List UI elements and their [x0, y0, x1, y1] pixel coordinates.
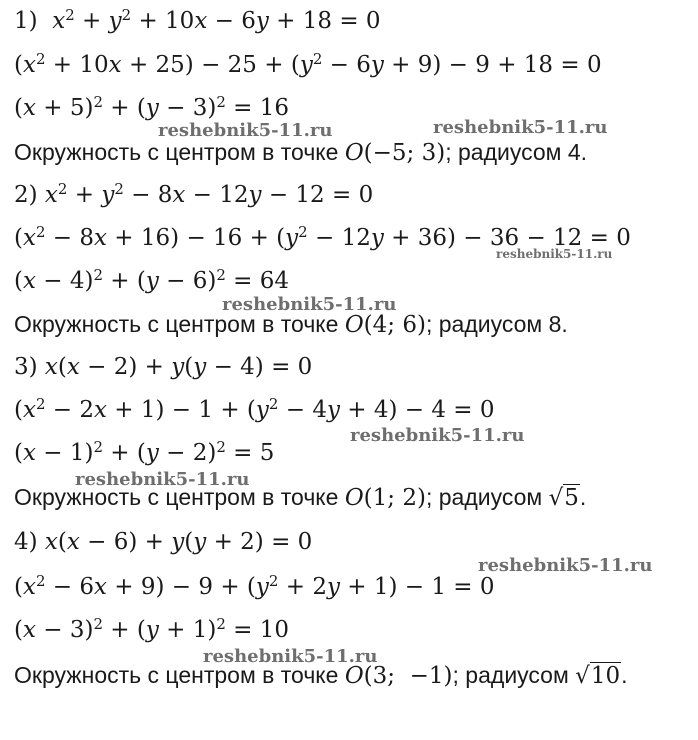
watermark: reshebnik5-11.ru [75, 469, 250, 490]
problem-3-step-canonical: $(x - 1)^2 + (y - 2)^2 = 5$ [14, 437, 275, 466]
problem-4-equation: 4) x(x − 6) + y(y + 2) = 0 [14, 529, 313, 555]
problem-2-equation: 2) $x^2 + y^2 - 8x - 12y - 12 = 0$ [14, 179, 374, 208]
problem-1-step-grouping: $(x^2 + 10x + 25) - 25 + (y^2 - 6y + 9) - 9 + 18 = 0$ [14, 49, 602, 78]
problem-4-step-canonical: $(x - 3)^2 + (y + 1)^2 = 10$ [14, 614, 290, 643]
problem-2-step-grouping: $(x^2 - 8x + 16) - 16 + (y^2 - 12y + 36) - 36 - 12 = 0$ [14, 222, 631, 251]
watermark: reshebnik5-11.ru [433, 117, 608, 138]
watermark: reshebnik5-11.ru [350, 425, 525, 446]
problem-3-equation: 3) x(x − 2) + y(y − 4) = 0 [14, 354, 313, 380]
watermark: reshebnik5-11.ru [478, 555, 653, 576]
problem-3-step-grouping: $(x^2 - 2x + 1) - 1 + (y^2 - 4y + 4) - 4 = 0$ [14, 394, 495, 423]
problem-2-step-canonical: $(x - 4)^2 + (y - 6)^2 = 64$ [14, 265, 290, 294]
problem-1-step-canonical: $(x + 5)^2 + (y - 3)^2 = 16$ [14, 92, 290, 121]
problem-1-label: 1) [14, 8, 38, 34]
watermark: reshebnik5-11.ru [203, 646, 378, 667]
problem-3-answer: Окружность с центром в точке O(1; 2); радиусом √5. [14, 484, 587, 511]
problem-1-equation: 1) $x^2 + y^2 + 10x - 6y + 18 = 0$ [14, 5, 381, 34]
problem-1-answer: Окружность с центром в точке O(−5; 3); радиусом 4. [14, 139, 588, 166]
problem-4-answer: Окружность с центром в точке O(3; −1); радиусом √10. [14, 662, 628, 689]
watermark: reshebnik5-11.ru [222, 294, 397, 315]
problem-2-answer: Окружность с центром в точке O(4; 6); радиусом 8. [14, 311, 568, 338]
problem-4-step-grouping: $(x^2 - 6x + 9) - 9 + (y^2 + 2y + 1) - 1 = 0$ [14, 571, 495, 600]
watermark: reshebnik5-11.ru [496, 247, 613, 261]
watermark: reshebnik5-11.ru [158, 120, 333, 141]
